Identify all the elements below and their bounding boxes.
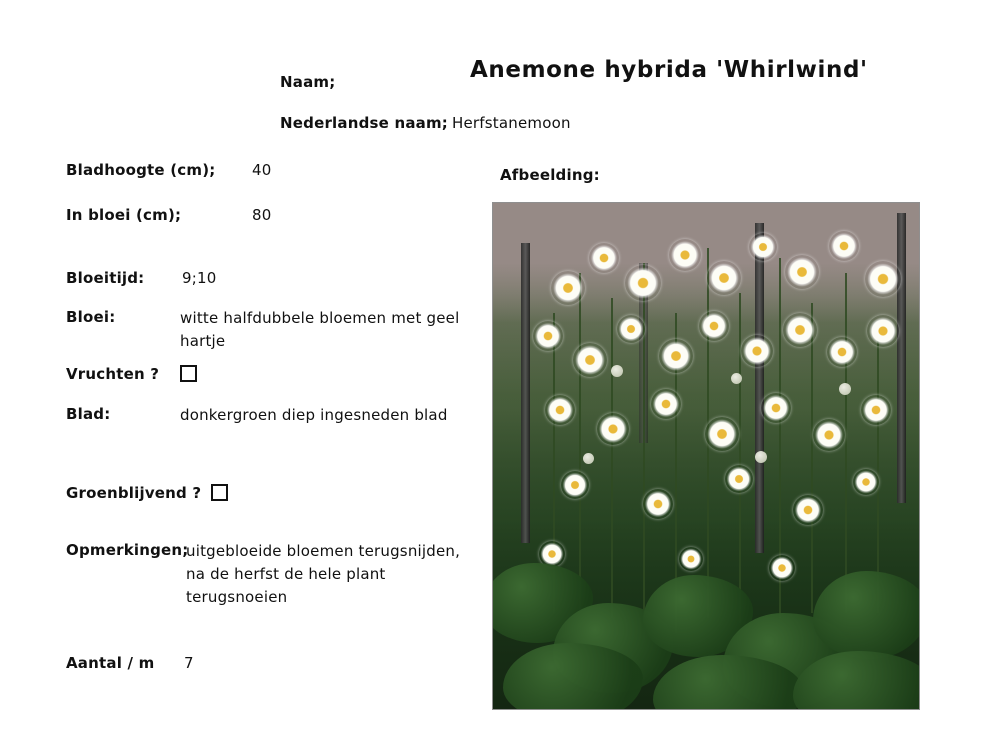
page-title: Anemone hybrida 'Whirlwind'	[470, 57, 868, 83]
field-value-opmerkingen-line1: uitgebloeide bloemen terugsnijden,	[186, 542, 461, 560]
field-label-bladhoogte: Bladhoogte (cm);	[66, 161, 216, 179]
field-label-bloeitijd: Bloeitijd:	[66, 269, 145, 287]
field-label-naam: Naam;	[280, 73, 336, 91]
field-label-aantal: Aantal / m	[66, 654, 155, 672]
field-label-opmerkingen: Opmerkingen;	[66, 541, 189, 559]
plant-photo-image	[493, 203, 919, 709]
field-value-nederlandse-naam: Herfstanemoon	[452, 114, 571, 132]
field-value-bladhoogte: 40	[252, 161, 272, 179]
field-value-blad: donkergroen diep ingesneden blad	[180, 406, 448, 424]
field-label-afbeelding: Afbeelding:	[500, 166, 600, 184]
field-value-bloei-line2: hartje	[180, 332, 226, 350]
field-value-opmerkingen-line3: terugsnoeien	[186, 588, 288, 606]
vruchten-checkbox[interactable]	[180, 365, 197, 382]
groenblijvend-checkbox[interactable]	[211, 484, 228, 501]
field-value-bloei-line1: witte halfdubbele bloemen met geel	[180, 309, 460, 327]
field-value-aantal: 7	[184, 654, 194, 672]
field-value-opmerkingen-line2: na de herfst de hele plant	[186, 565, 386, 583]
field-label-vruchten: Vruchten ?	[66, 365, 160, 383]
field-label-nederlandse-naam: Nederlandse naam;	[280, 114, 448, 132]
field-value-bloeitijd: 9;10	[182, 269, 217, 287]
plant-photo	[492, 202, 920, 710]
field-label-in-bloei: In bloei (cm);	[66, 206, 182, 224]
field-label-groenblijvend: Groenblijvend ?	[66, 484, 202, 502]
field-value-in-bloei: 80	[252, 206, 272, 224]
field-label-bloei: Bloei:	[66, 308, 116, 326]
field-label-blad: Blad:	[66, 405, 111, 423]
